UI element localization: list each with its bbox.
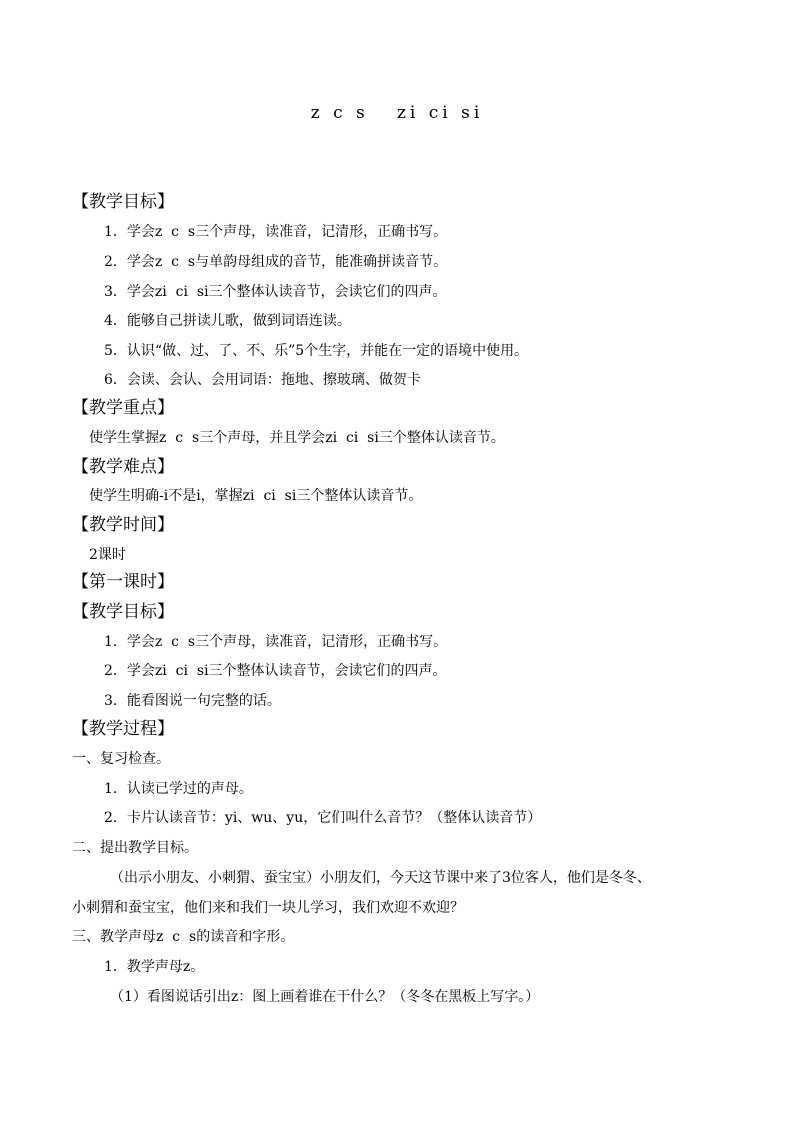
paragraph: 使学生掌握z c s三个声母，并且学会zi ci si三个整体认读音节。 [89,430,505,446]
objective-item: 3．学会zi ci si三个整体认读音节，会读它们的四声。 [104,284,447,300]
section-heading-objectives: 【教学目标】 [72,192,174,212]
objective-item: 1．学会z c s三个声母，读准音，记清形，正确书写。 [104,224,448,240]
objective-item: 1．学会z c s三个声母，读准音，记清形，正确书写。 [104,634,448,650]
process-item: （1）看图说话引出z：图上画着谁在干什么？（冬冬在黑板上写字。） [110,989,540,1005]
section-heading-time: 【教学时间】 [72,515,174,535]
section-heading-objectives: 【教学目标】 [72,602,174,622]
paragraph: 使学生明确-i不是i，掌握zi ci si三个整体认读音节。 [89,488,423,504]
process-step: 二、提出教学目标。 [72,840,198,856]
objective-item: 2．学会zi ci si三个整体认读音节，会读它们的四声。 [104,663,447,679]
section-heading-first-lesson: 【第一课时】 [72,572,174,592]
process-step: 三、教学声母z c s的读音和字形。 [72,929,295,945]
objective-item: 5．认识“做、过、了、不、乐”5个生字，并能在一定的语境中使用。 [104,343,529,359]
paragraph: 2课时 [89,547,126,563]
paragraph-continuation: 小刺猬和蚕宝宝，他们来和我们一块儿学习，我们欢迎不欢迎？ [72,900,464,916]
process-item: 2．卡片认读音节：yi、wu、yu，它们叫什么音节？（整体认读音节） [104,810,542,826]
objective-item: 2．学会z c s与单韵母组成的音节，能准确拼读音节。 [104,254,448,270]
process-item: 1．认读已学过的声母。 [104,781,253,797]
objective-item: 3．能看图说一句完整的话。 [104,693,281,709]
section-heading-process: 【教学过程】 [72,719,174,739]
document-title: z c s zi ci si [310,103,484,123]
process-step: 一、复习检查。 [72,751,170,767]
paragraph: （出示小朋友、小刺猬、蚕宝宝）小朋友们，今天这节课中来了3位客人，他们是冬冬、 [110,870,651,886]
objective-item: 4．能够自己拼读儿歌，做到词语连读。 [104,313,351,329]
section-heading-difficulties: 【教学难点】 [72,457,174,477]
process-item: 1．教学声母z。 [104,959,205,975]
section-heading-key-points: 【教学重点】 [72,398,174,418]
objective-item: 6．会读、会认、会用词语：拖地、擦玻璃、做贺卡 [104,372,421,388]
